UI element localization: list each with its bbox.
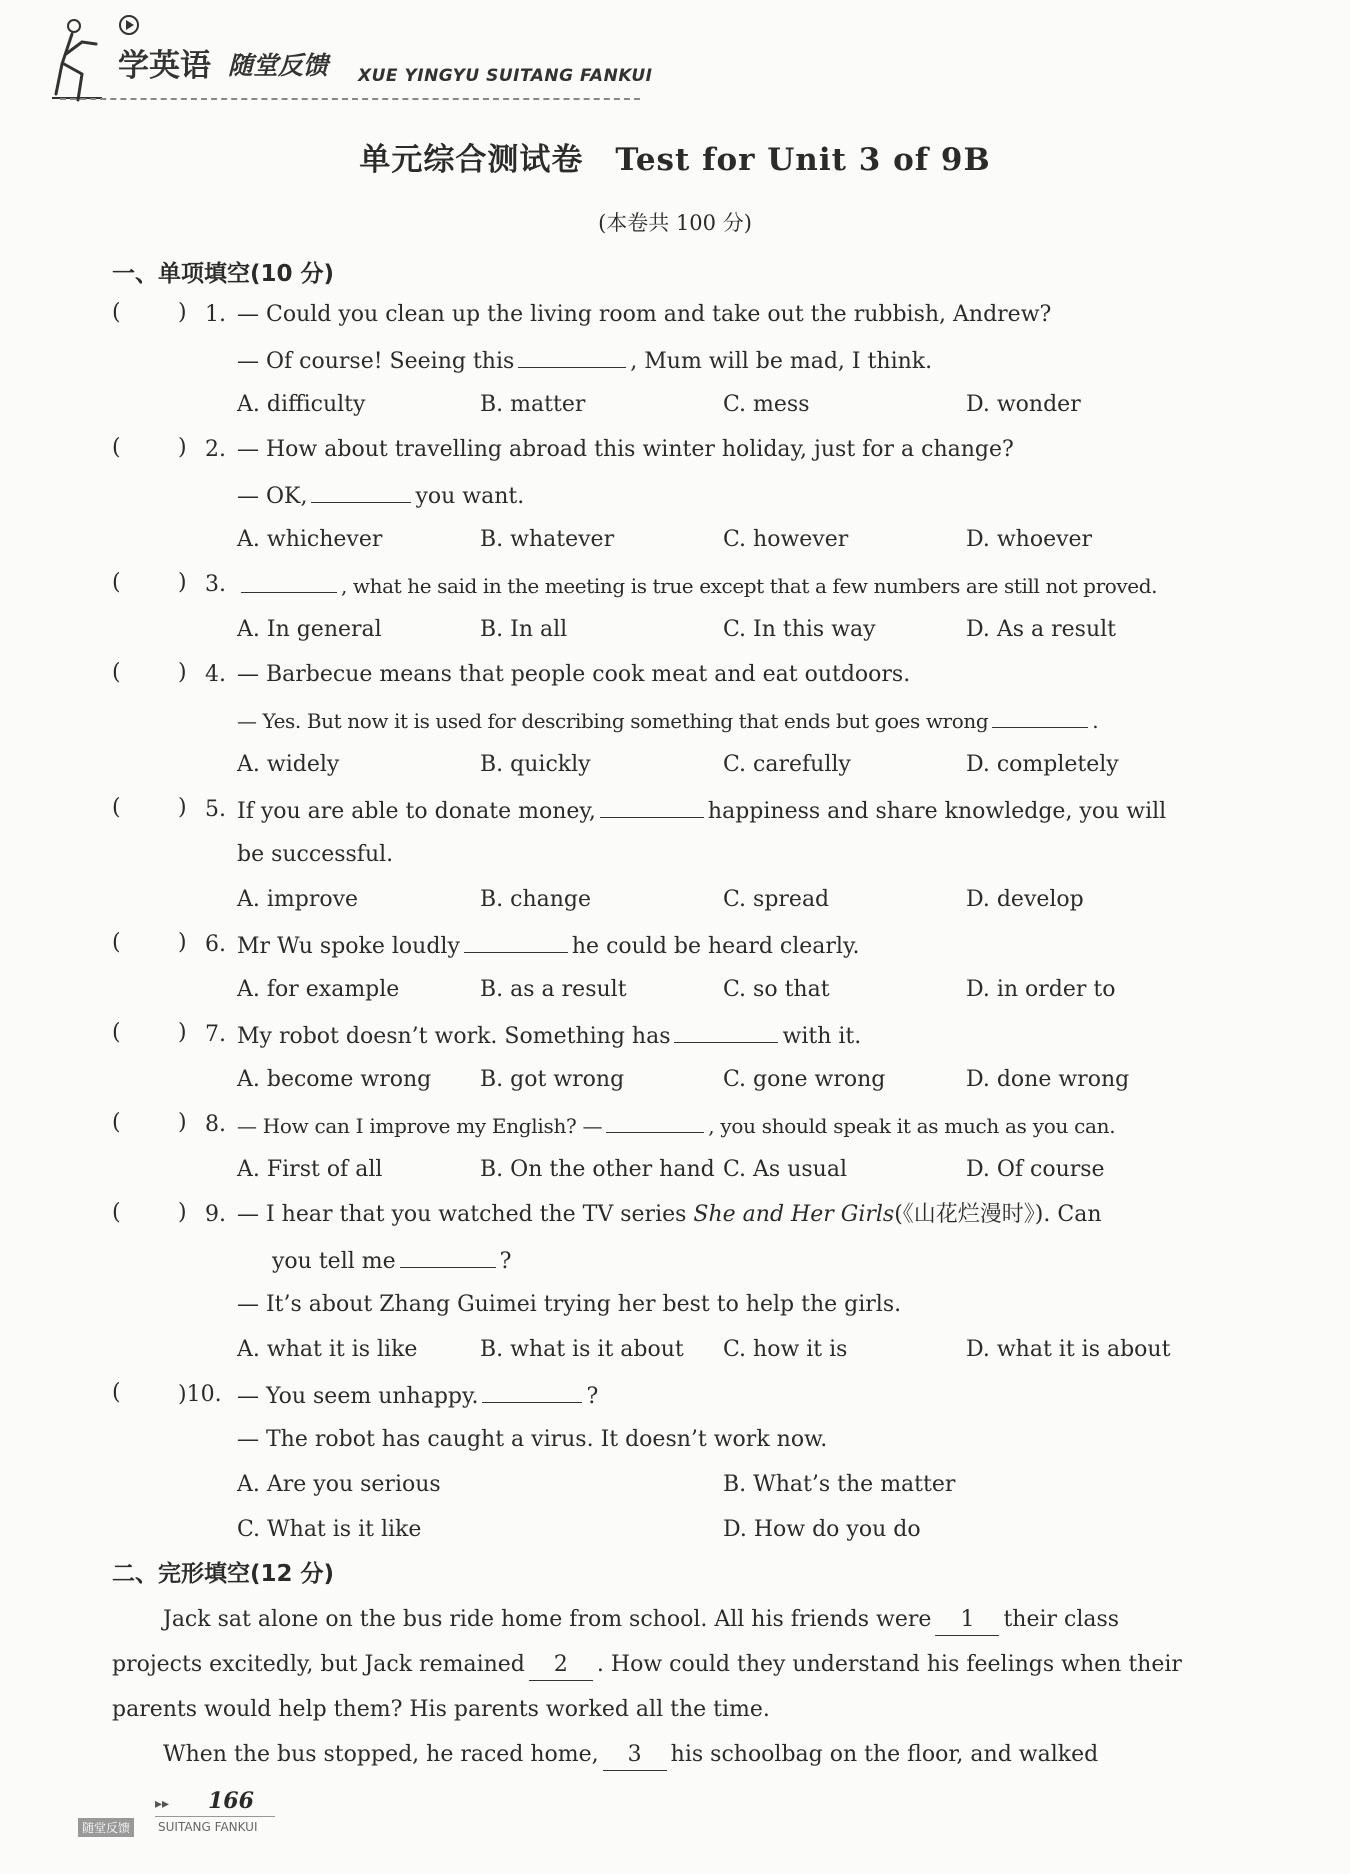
question-number: 4. [205, 662, 226, 687]
option: C. how it is [723, 1337, 848, 1362]
question-line: — Could you clean up the living room and take out the rubbish, Andrew? [237, 302, 1052, 327]
footer-subtitle: SUITANG FANKUI [158, 1820, 258, 1834]
option: B. quickly [480, 752, 591, 777]
passage-line: Jack sat alone on the bus ride home from school. All his friends were 1 their class [163, 1605, 1119, 1636]
question-line: — I hear that you watched the TV series She and Her Girls(《山花烂漫时》). Can [237, 1202, 1102, 1227]
footer-rule [155, 1816, 275, 1817]
answer-bracket: ( [112, 300, 121, 325]
option: A. widely [237, 752, 340, 777]
answer-blank [518, 345, 626, 368]
answer-blank [600, 795, 704, 818]
option: B. What’s the matter [723, 1472, 956, 1497]
cloze-blank: 1 [935, 1605, 999, 1636]
option: C. What is it like [237, 1517, 422, 1542]
passage-line: When the bus stopped, he raced home, 3 his schoolbag on the floor, and walked [163, 1740, 1098, 1771]
answer-bracket: ) [178, 570, 187, 595]
option: C. spread [723, 887, 830, 912]
option: B. In all [480, 617, 568, 642]
passage-line: parents would help them? His parents worked all the time. [112, 1697, 770, 1722]
option: C. so that [723, 977, 830, 1002]
question-line: If you are able to donate money, happiness and share knowledge, you will [237, 795, 1166, 827]
question-line: — How can I improve my English? — , you should speak it as much as you can. [237, 1110, 1115, 1141]
question-line: — Of course! Seeing this , Mum will be mad, I think. [237, 345, 932, 377]
option: D. wonder [966, 392, 1081, 417]
option: C. mess [723, 392, 810, 417]
cloze-blank: 3 [603, 1740, 667, 1771]
answer-bracket: ( [112, 795, 121, 820]
answer-blank [606, 1110, 704, 1133]
option: A. difficulty [237, 392, 366, 417]
answer-bracket: ( [112, 660, 121, 685]
answer-bracket: ( [112, 435, 121, 460]
answer-blank [482, 1380, 582, 1403]
question-line: — The robot has caught a virus. It doesn’t work now. [237, 1427, 828, 1452]
option: C. gone wrong [723, 1067, 886, 1092]
option: D. what it is about [966, 1337, 1171, 1362]
question-line: — You seem unhappy. ? [237, 1380, 598, 1412]
option: A. In general [237, 617, 382, 642]
option: A. for example [237, 977, 400, 1002]
answer-bracket: ) [178, 435, 187, 460]
answer-blank [674, 1020, 778, 1043]
option: C. however [723, 527, 849, 552]
section-heading: 二、完形填空(12 分) [112, 1561, 335, 1587]
question-number: 5. [205, 797, 226, 822]
option: C. carefully [723, 752, 851, 777]
question-line: — It’s about Zhang Guimei trying her best to help the girls. [237, 1292, 902, 1317]
option: A. whichever [237, 527, 383, 552]
answer-bracket: ( [112, 570, 121, 595]
answer-bracket: ( [112, 1020, 121, 1045]
answer-blank [464, 930, 568, 953]
question-number: 7. [205, 1022, 226, 1047]
question-line: — OK, you want. [237, 480, 524, 512]
answer-bracket: ( [112, 1380, 121, 1405]
header-subtitle: XUE YINGYU SUITANG FANKUI [358, 66, 653, 86]
question-line: — Yes. But now it is used for describing something that ends but goes wrong . [237, 705, 1098, 736]
page-title: 单元综合测试卷 Test for Unit 3 of 9B [359, 142, 991, 178]
score-note: (本卷共 100 分) [598, 211, 752, 235]
answer-bracket: ) [178, 795, 187, 820]
answer-blank [400, 1245, 496, 1268]
question-line: — Barbecue means that people cook meat and eat outdoors. [237, 662, 911, 687]
option: A. improve [237, 887, 359, 912]
question-number: )10. [178, 1382, 222, 1407]
section-heading: 一、单项填空(10 分) [112, 261, 335, 287]
option: B. matter [480, 392, 586, 417]
header-logo-figure [52, 14, 110, 104]
question-line: you tell me ? [272, 1245, 511, 1277]
answer-bracket: ) [178, 930, 187, 955]
option: A. become wrong [237, 1067, 432, 1092]
header-title-italic: 随堂反馈 [228, 51, 329, 80]
answer-bracket: ) [178, 1110, 187, 1135]
question-line: , what he said in the meeting is true except that a few numbers are still not proved. [237, 570, 1157, 601]
option: B. got wrong [480, 1067, 625, 1092]
option: D. completely [966, 752, 1119, 777]
option: C. In this way [723, 617, 876, 642]
option: D. develop [966, 887, 1084, 912]
option: B. as a result [480, 977, 627, 1002]
header-title: 学英语 [118, 48, 211, 84]
option: A. Are you serious [237, 1472, 441, 1497]
answer-bracket: ( [112, 1110, 121, 1135]
option: D. done wrong [966, 1067, 1130, 1092]
page-arrow-icon: ▸▸ [155, 1796, 170, 1812]
footer-badge: 随堂反馈 [78, 1818, 134, 1837]
option: A. First of all [237, 1157, 383, 1182]
question-number: 9. [205, 1202, 226, 1227]
answer-bracket: ) [178, 300, 187, 325]
option: D. As a result [966, 617, 1116, 642]
cloze-blank: 2 [529, 1650, 593, 1681]
option: C. As usual [723, 1157, 847, 1182]
answer-bracket: ) [178, 660, 187, 685]
answer-bracket: ( [112, 1200, 121, 1225]
header-play-icon [118, 14, 140, 36]
option: D. whoever [966, 527, 1093, 552]
question-line: — How about travelling abroad this winter holiday, just for a change? [237, 437, 1014, 462]
question-line: Mr Wu spoke loudly he could be heard clearly. [237, 930, 859, 962]
answer-bracket: ( [112, 930, 121, 955]
question-number: 1. [205, 302, 226, 327]
option: B. change [480, 887, 592, 912]
option: D. in order to [966, 977, 1116, 1002]
passage-line: projects excitedly, but Jack remained 2 . How could they understand his feelings when their [112, 1650, 1182, 1681]
question-number: 8. [205, 1112, 226, 1137]
option: A. what it is like [237, 1337, 418, 1362]
answer-blank [241, 570, 337, 593]
answer-blank [992, 705, 1088, 728]
option: D. How do you do [723, 1517, 921, 1542]
question-number: 2. [205, 437, 226, 462]
answer-bracket: ) [178, 1200, 187, 1225]
option: B. whatever [480, 527, 615, 552]
question-line: be successful. [237, 842, 394, 867]
answer-blank [311, 480, 411, 503]
question-number: 3. [205, 572, 226, 597]
option: B. On the other hand [480, 1157, 715, 1182]
question-line: My robot doesn’t work. Something has with it. [237, 1020, 861, 1052]
page-number: 166 [208, 1788, 254, 1814]
option: D. Of course [966, 1157, 1105, 1182]
header-divider [60, 98, 640, 100]
answer-bracket: ) [178, 1020, 187, 1045]
option: B. what is it about [480, 1337, 684, 1362]
question-number: 6. [205, 932, 226, 957]
